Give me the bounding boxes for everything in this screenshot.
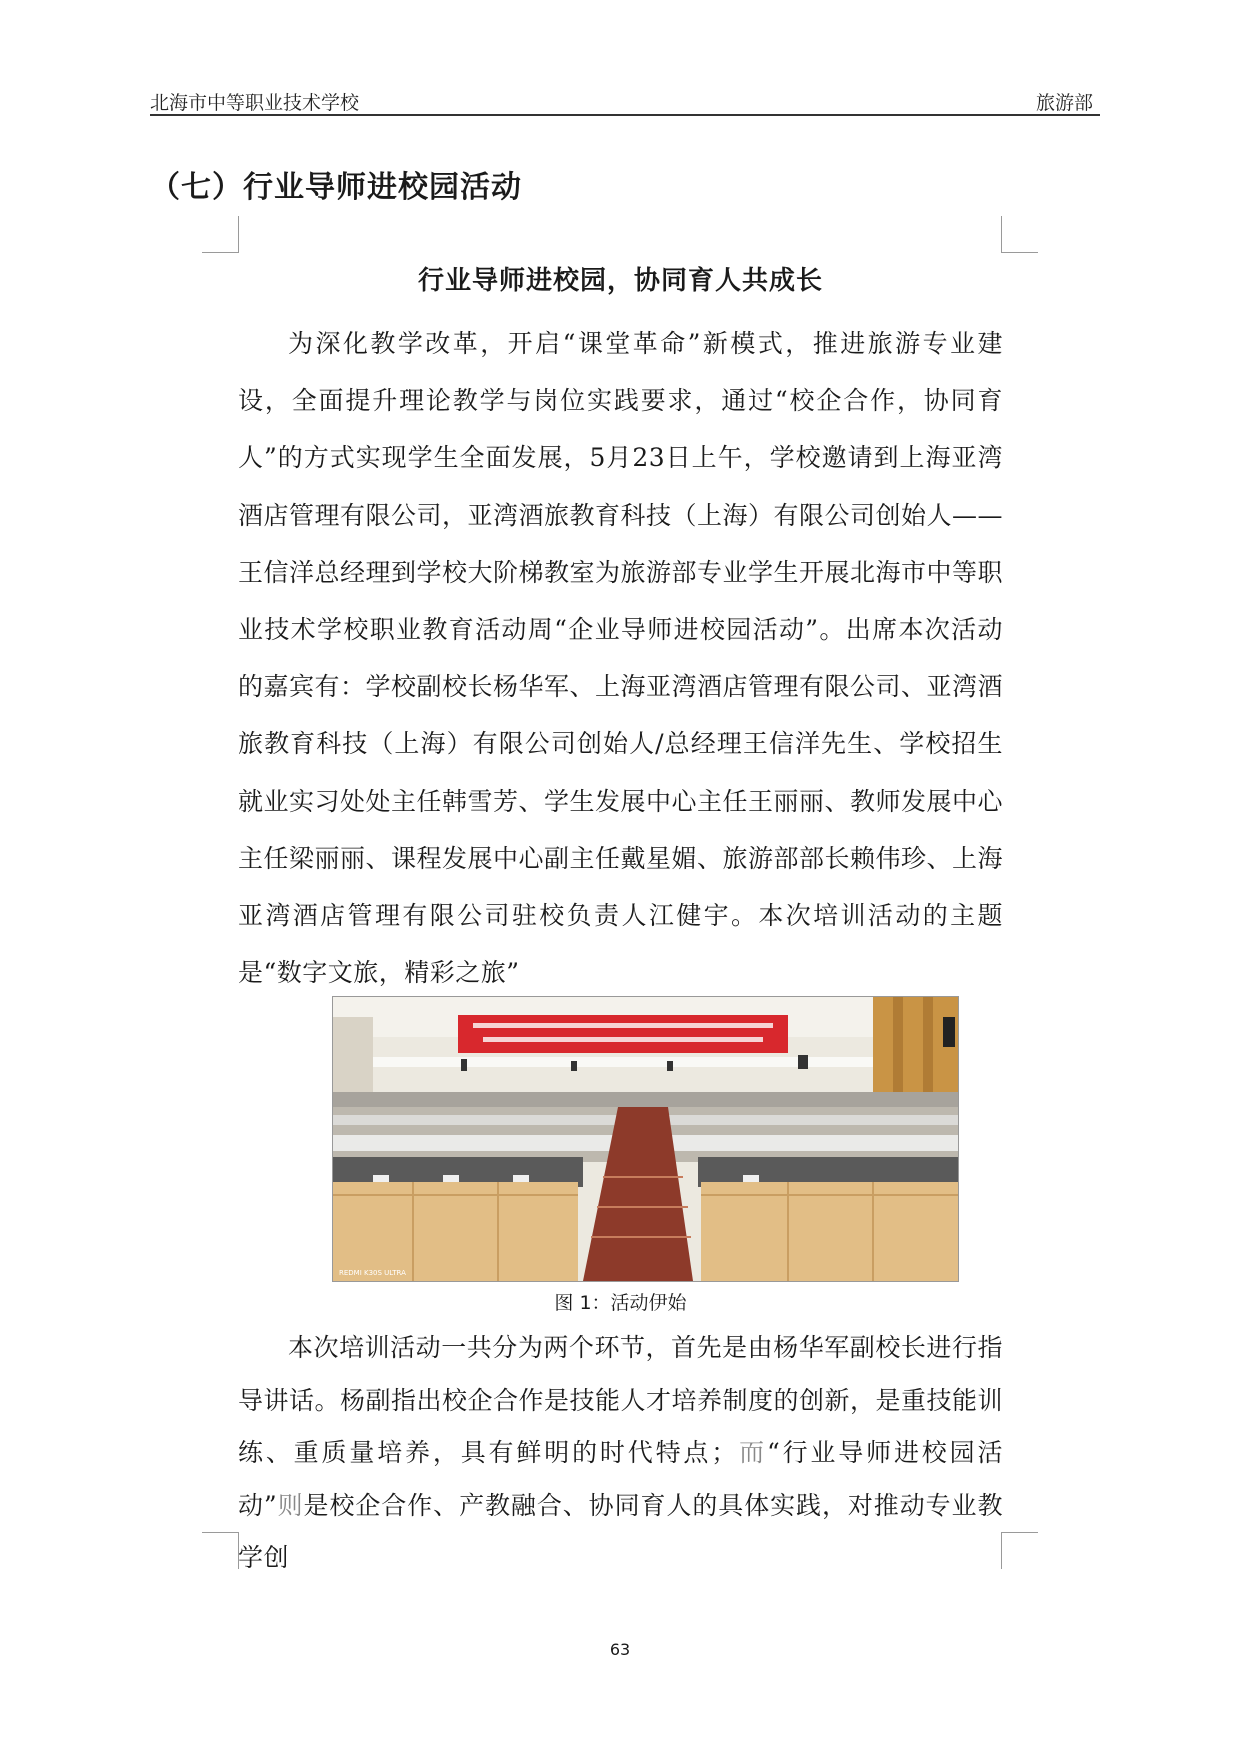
crop-mark-top-right [1001, 216, 1038, 253]
paragraph-2-highlight-er: 而 [736, 1438, 767, 1467]
section-heading: （七）行业导师进校园活动 [150, 170, 522, 205]
paragraph-2-highlight-ze: 则 [277, 1490, 304, 1520]
photo-watermark: REDMI K30S ULTRA [339, 1269, 406, 1277]
crop-mark-bottom-right [1001, 1532, 1038, 1569]
running-header-school: 北海市中等职业技术学校 [150, 92, 360, 114]
figure-caption: 图 1：活动伊始 [554, 1292, 687, 1314]
body-paragraph-2 [238, 1322, 1003, 1585]
paragraph-2-text-a: 本次培训活动一共分为两个环节，首先是由杨华军副校长进行指导讲话。杨副指出校企合作是技能人才培养制度的创新，是重技能训练、重质量培养，具有鲜明的时代特点； [238, 1333, 1004, 1467]
running-header-department: 旅游部 [1036, 92, 1094, 114]
page-number: 63 [609, 1640, 631, 1659]
paragraph-2-text-c: 是校企合作、产教融合、协同育人的具体实践，对推动专业教学创 [238, 1490, 1003, 1572]
article-title: 行业导师进校园，协同育人共成长 [417, 266, 823, 296]
header-rule [150, 114, 1100, 116]
crop-mark-top-left [202, 216, 239, 253]
crop-mark-bottom-left [202, 1532, 239, 1569]
event-photo [332, 996, 959, 1282]
body-paragraph-1: 为深化教学改革，开启“课堂革命”新模式，推进旅游专业建设，全面提升理论教学与岗位实践要求，通过“校企合作，协同育人”的方式实现学生全面发展，5月23日上午，学校邀请到上海亚湾酒店管理有限公司，亚湾酒旅教育科技（上海）有限公司创始人——王信洋总经理到学校大阶梯教室为旅游部专业学生开展北海市中等职业技术学校职业教育活动周“企业导师进校园活动”。出席本次活动的嘉宾有：学校副校长杨华军、上海亚湾酒店管理有限公司、亚湾酒旅教育科技（上海）有限公司创始人/总经理王信洋先生、学校招生就业实习处处主任韩雪芳、学生发展中心主任王丽丽、教师发展中心主任梁丽丽、课程发展中心副主任戴星媚、旅游部部长赖伟珍、上海亚湾酒店管理有限公司驻校负责人江健宇。本次培训活动的主题是“数字文旅，精彩之旅” [238, 329, 1004, 988]
paragraph-2-text-b: “行业导师进校园活动” [238, 1438, 1003, 1520]
